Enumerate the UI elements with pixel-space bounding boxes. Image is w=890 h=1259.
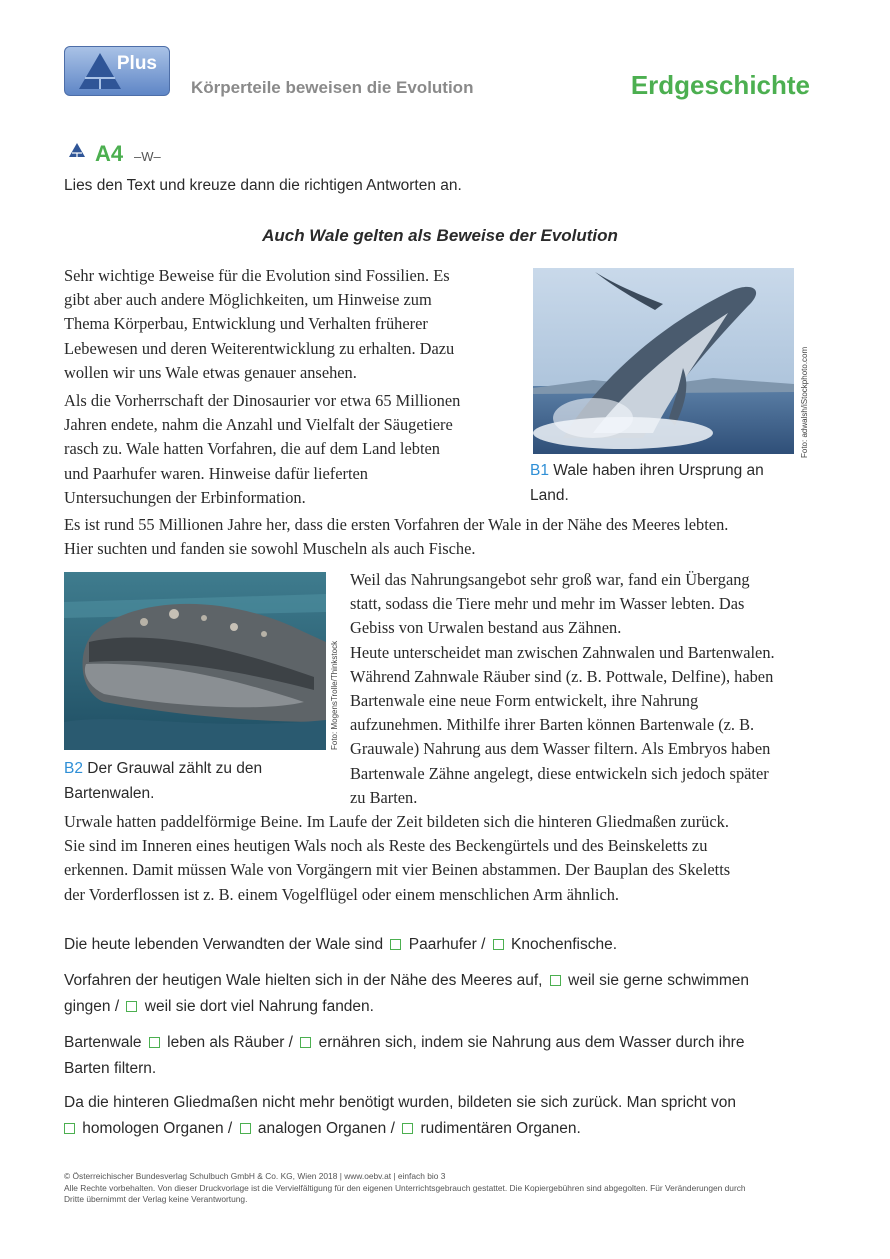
- paragraph-4: Weil das Nahrungsangebot sehr groß war, fand ein Übergang statt, sodass die Tiere mehr und mehr im Wasser lebten. Das Gebiss von Urwalen bestand aus Zähnen. Heute unterscheidet man zwischen Zahnwalen und Bartenwalen. Während Zahnwale Räuber sind (z. B. Pottwale, Delfine), haben Bartenwale eine neue Form entwickelt, ihre Nahrung aufzunehmen. Mithilfe ihrer Barten können Bartenwale (z. B. Grauwale) Nahrung aus dem Wasser filtern. Als Embryos haben Bartenwale Zähne angelegt, diese entwickeln sich jedoch später zu Barten.: [350, 570, 775, 807]
- page-subtitle: Körperteile beweisen die Evolution: [191, 78, 474, 97]
- grey-whale-photo: [64, 572, 326, 750]
- checkbox-analoge-organe[interactable]: [240, 1123, 251, 1134]
- checkbox-raeuber[interactable]: [149, 1037, 160, 1048]
- text-heading: Auch Wale gelten als Beweise der Evolution: [262, 226, 618, 245]
- question-4: Da die hinteren Gliedmaßen nicht mehr benötigt wurden, bildeten sie sich zurück. Man spricht von homologen Organen / analogen Organen / rudimentären Organen.: [64, 1094, 737, 1137]
- checkbox-rudimentaere-organe[interactable]: [402, 1123, 413, 1134]
- plus-logo: [64, 46, 170, 96]
- task-instruction: Lies den Text und kreuze dann die richtigen Antworten an.: [64, 177, 462, 194]
- checkbox-viel-nahrung[interactable]: [126, 1001, 137, 1012]
- figure-number-b1: B1: [530, 462, 549, 479]
- task-id: A4: [95, 141, 124, 166]
- checkbox-gerne-schwimmen[interactable]: [550, 975, 561, 986]
- figure-caption-b2: B2 Der Grauwal zählt zu den Bartenwalen.: [64, 760, 263, 802]
- footer-copyright: © Österreichischer Bundesverlag Schulbuch GmbH & Co. KG, Wien 2018 | www.oebv.at | einfach bio 3 Alle Rechte vorbehalten. Von dieser Druckvorlage ist die Vervielfältigung für den eigenen Unterrichtsgebrauch gestattet. Die Kopiergebühren sind abgegolten. Für Veränderungen durch Dritte übernimmt der Verlag keine Verantwortung.: [64, 1171, 746, 1204]
- question-2: Vorfahren der heutigen Wale hielten sich in der Nähe des Meeres auf, weil sie gerne schwimmen gingen / weil sie dort viel Nahrung fanden.: [64, 972, 750, 1015]
- paragraph-3: Es ist rund 55 Millionen Jahre her, dass die ersten Vorfahren der Wale in der Nähe des Meeres lebten. Hier suchten und fanden sie sowohl Muscheln als auch Fische.: [64, 515, 729, 559]
- checkbox-knochenfische[interactable]: [493, 939, 504, 950]
- photo-credit-b2: Foto: MogensTrolle/Thinkstock: [330, 640, 339, 750]
- paragraph-1: Sehr wichtige Beweise für die Evolution sind Fossilien. Es gibt aber auch andere Möglichkeiten, um Hinweise zum Thema Körperbau, Entwicklung und Verhalten früherer Lebewesen und deren Weiterentwicklung zu erhalten. Dazu wollen wir uns Wale etwas genauer ansehen.: [64, 266, 455, 382]
- level-triangle-icon: [68, 142, 86, 158]
- figure-caption-b1: B1 Wale haben ihren Ursprung an Land.: [530, 462, 764, 504]
- paragraph-2: Als die Vorherrschaft der Dinosaurier vor etwa 65 Millionen Jahren endete, nahm die Anzahl und Vielfalt der Säugetiere rasch zu. Wale hatten Vorfahren, die auf dem Land lebten und Paarhufer waren. Hinweise dafür lieferten Untersuchungen der Erbinformation.: [64, 391, 461, 507]
- checkbox-paarhufer[interactable]: [390, 939, 401, 950]
- checkbox-barten-filtern[interactable]: [300, 1037, 311, 1048]
- page-category: Erdgeschichte: [630, 70, 810, 100]
- figure-number-b2: B2: [64, 760, 83, 777]
- paragraph-5: Urwale hatten paddelförmige Beine. Im Laufe der Zeit bildeten sich die hinteren Gliedmaßen zurück. Sie sind im Inneren eines heutigen Wals noch als Reste des Beckengürtels und des Beinskeletts zu erkennen. Damit müssen Wale von Vorgängern mit vier Beinen abstammen. Der Bauplan des Skeletts der Vorderflossen ist z. B. einem Vogelflügel oder einem menschlichen Arm ähnlich.: [64, 812, 731, 904]
- photo-credit-b1: Foto: adwalsh/iStockphoto.com: [800, 346, 809, 458]
- task-code: –W–: [134, 149, 161, 164]
- checkbox-homologe-organe[interactable]: [64, 1123, 75, 1134]
- question-3: Bartenwale leben als Räuber / ernähren sich, indem sie Nahrung aus dem Wasser durch ihre Barten filtern.: [64, 1034, 745, 1077]
- logo-text: Plus: [116, 53, 157, 74]
- humpback-whale-photo: [533, 268, 794, 454]
- question-1: Die heute lebenden Verwandten der Wale sind Paarhufer / Knochenfische.: [64, 936, 618, 953]
